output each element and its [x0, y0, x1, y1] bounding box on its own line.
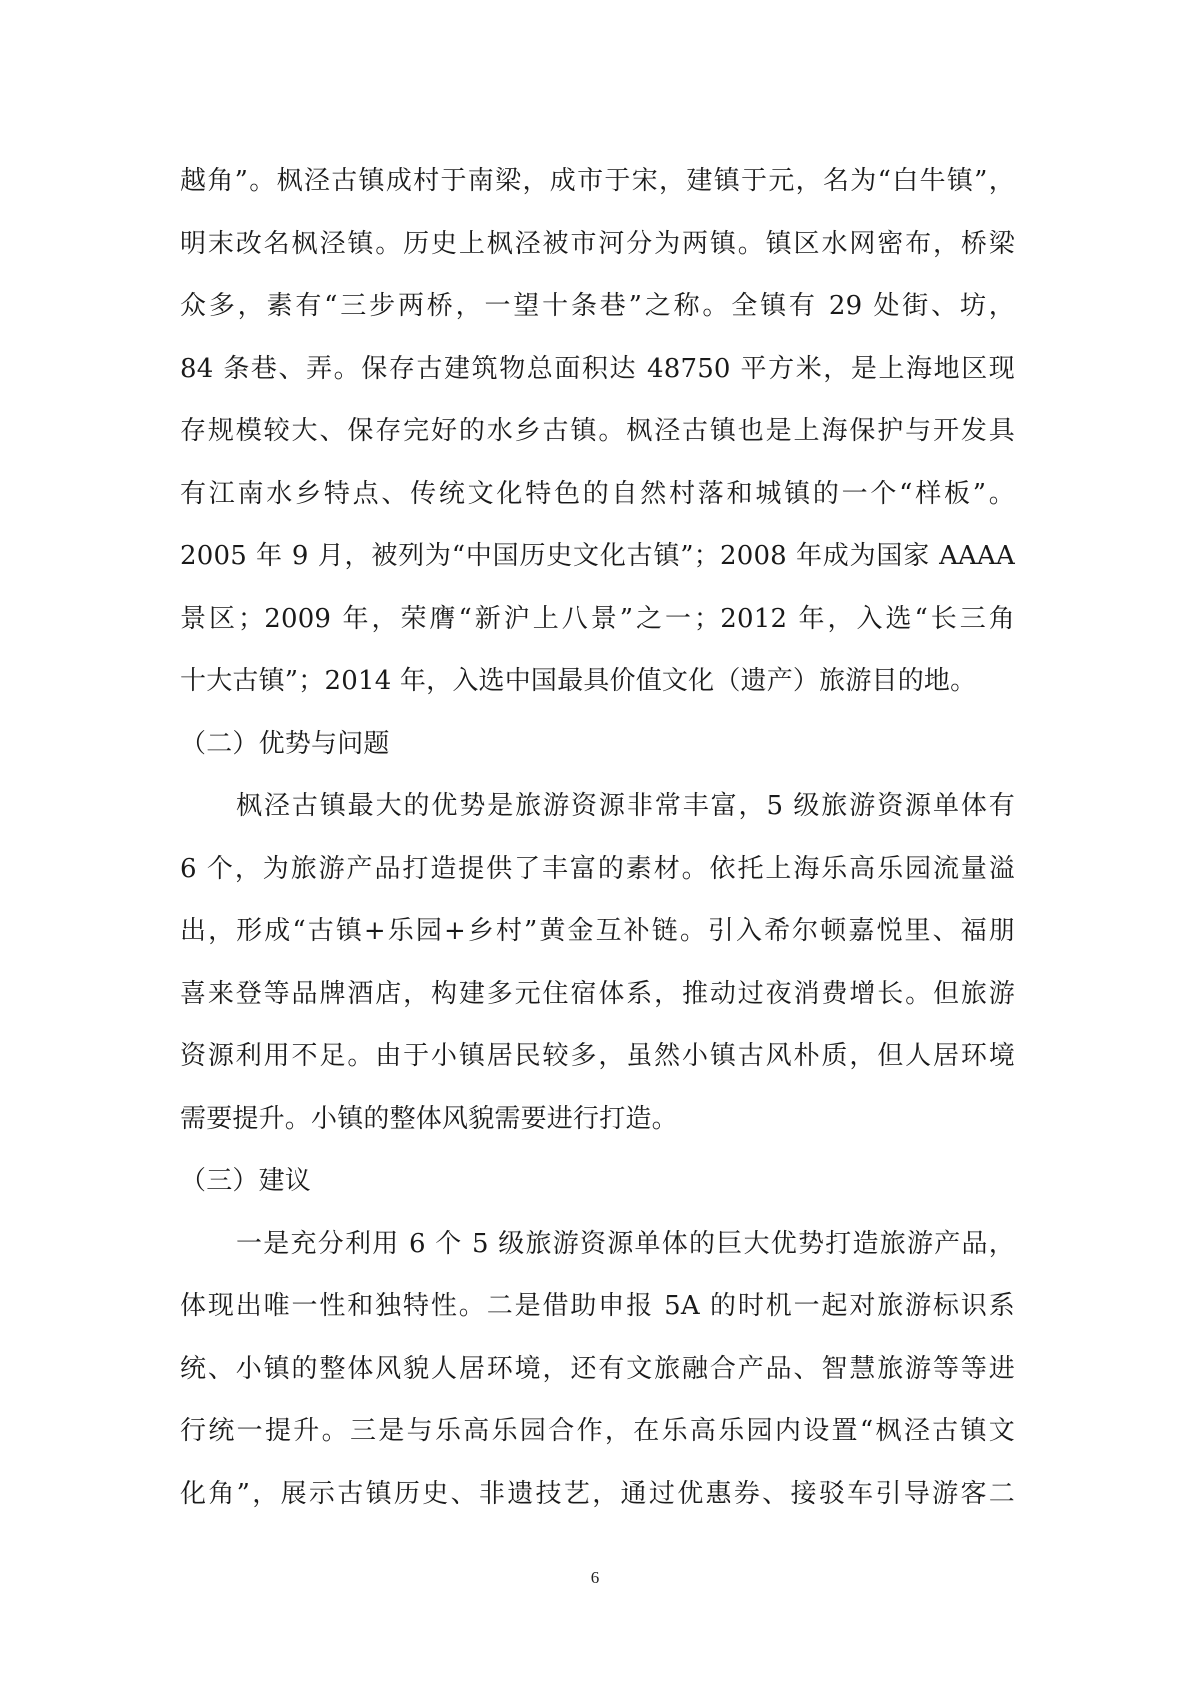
text-line: 行统一提升。三是与乐高乐园合作，在乐高乐园内设置“枫泾古镇文 — [180, 1416, 1015, 1446]
text-line: 有江南水乡特点、传统文化特色的自然村落和城镇的一个“样板”。 — [180, 478, 1015, 509]
text-line: 景区；2009 年，荣膺“新沪上八景”之一；2012 年，入选“长三角 — [180, 603, 1015, 634]
text-line: 十大古镇”；2014 年，入选中国最具价值文化（遗产）旅游目的地。 — [180, 666, 977, 696]
text-line: 出，形成“古镇+乐园+乡村”黄金互补链。引入希尔顿嘉悦里、福朋 — [180, 916, 1015, 946]
text-line: 越角”。枫泾古镇成村于南梁，成市于宋，建镇于元，名为“白牛镇”， — [180, 166, 1015, 196]
body-text — [180, 150, 1015, 1525]
section-heading-advantages: （二）优势与问题 — [180, 728, 390, 759]
text-line: 化角”，展示古镇历史、非遗技艺，通过优惠券、接驳车引导游客二 — [180, 1478, 1015, 1509]
text-line: 众多，素有“三步两桥，一望十条巷”之称。全镇有 29 处街、坊， — [180, 291, 1015, 321]
text-line: 6 个，为旅游产品打造提供了丰富的素材。依托上海乐高乐园流量溢 — [180, 853, 1015, 884]
page-number: 6 — [590, 1568, 600, 1587]
section-heading-suggestions: （三）建议 — [180, 1166, 312, 1196]
text-line: 需要提升。小镇的整体风貌需要进行打造。 — [180, 1103, 678, 1134]
text-line: 一是充分利用 6 个 5 级旅游资源单体的巨大优势打造旅游产品， — [236, 1228, 1015, 1259]
text-line: 存规模较大、保存完好的水乡古镇。枫泾古镇也是上海保护与开发具 — [180, 416, 1015, 446]
text-line: 喜来登等品牌酒店，构建多元住宿体系，推动过夜消费增长。但旅游 — [180, 978, 1015, 1009]
text-line: 2005 年 9 月，被列为“中国历史文化古镇”；2008 年成为国家 AAAA — [180, 541, 1015, 571]
text-line: 体现出唯一性和独特性。二是借助申报 5A 的时机一起对旅游标识系 — [180, 1291, 1015, 1321]
text-line: 枫泾古镇最大的优势是旅游资源非常丰富，5 级旅游资源单体有 — [236, 791, 1015, 821]
text-line: 资源利用不足。由于小镇居民较多，虽然小镇古风朴质，但人居环境 — [180, 1041, 1015, 1071]
text-line: 明末改名枫泾镇。历史上枫泾被市河分为两镇。镇区水网密布，桥梁 — [180, 228, 1015, 259]
text-line: 统、小镇的整体风貌人居环境，还有文旅融合产品、智慧旅游等等进 — [180, 1353, 1015, 1384]
text-line: 84 条巷、弄。保存古建筑物总面积达 48750 平方米，是上海地区现 — [180, 353, 1015, 384]
